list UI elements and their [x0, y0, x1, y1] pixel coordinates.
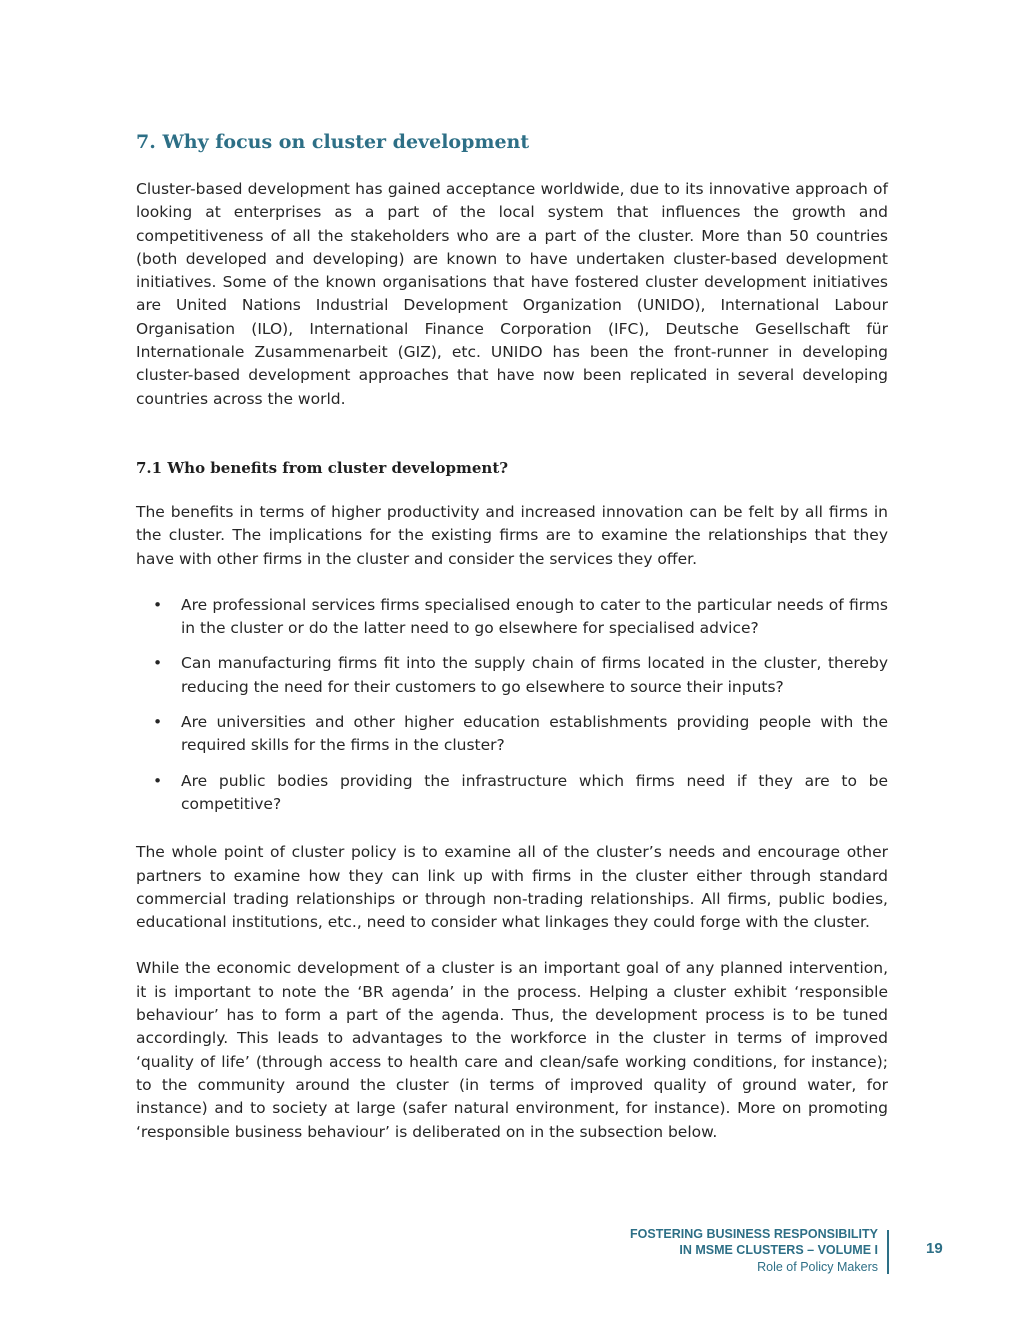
list-item	[136, 594, 888, 641]
bullet-text: Are public bodies providing the infrastructure which firms need if they are to be competitive?	[181, 771, 888, 813]
footer-title-line-1: FOSTERING BUSINESS RESPONSIBILITY	[630, 1227, 878, 1241]
bullet-text: Can manufacturing firms fit into the supply chain of firms located in the cluster, thereby reducing the need for their customers to go elsewhere to source their inputs?	[181, 654, 888, 696]
benefits-paragraph: The benefits in terms of higher productivity and increased innovation can be felt by all firms in the cluster. The implications for the existing firms are to examine the relationships that they have with other firms in the cluster and consider the services they offer.	[136, 502, 888, 568]
footer-subtitle: Role of Policy Makers	[757, 1260, 878, 1274]
cluster-policy-paragraph: The whole point of cluster policy is to examine all of the cluster’s needs and encourage other partners to examine how they can link up with firms in the cluster either through standard commercial trading relationships or through non-trading relationships. All firms, public bodies, educational institutions, etc., need to consider what linkages they could forge with the cluster.	[136, 843, 888, 932]
bullet-icon: •	[153, 713, 163, 732]
br-agenda-paragraph: While the economic development of a cluster is an important goal of any planned intervention, it is important to note the ‘BR agenda’ in the process. Helping a cluster exhibit ‘responsible behaviour’ has to form a part of the agenda. Thus, the development process is to be tuned accordingly. This leads to advantages to the workforce in the cluster in terms of improved ‘quality of life’ (through access to health care and clean/safe working conditions, for instance); to the community around the cluster (in terms of improved quality of ground water, for instance) and to society at large (safer natural environment, for instance). More on promoting ‘responsible business behaviour’ is deliberated on in the subsection below.	[136, 959, 888, 1141]
bullet-icon: •	[153, 654, 163, 673]
running-footer	[630, 1226, 878, 1276]
subsection-heading: 7.1 Who benefits from cluster development?	[136, 458, 509, 477]
bullet-list	[136, 594, 888, 816]
section-heading: 7. Why focus on cluster development	[136, 131, 530, 153]
spacer	[136, 934, 888, 957]
bullet-text: Are universities and other higher education establishments providing people with the required skills for the firms in the cluster?	[181, 713, 888, 755]
list-item	[136, 652, 888, 699]
spacer	[136, 571, 888, 594]
list-item	[136, 770, 888, 817]
bullet-icon: •	[153, 771, 163, 790]
intro-paragraph: Cluster-based development has gained acceptance worldwide, due to its innovative approach of looking at enterprises as a part of the local system that influences the growth and competitiveness of all the stakeholders who are a part of the cluster. More than 50 countries (both developed and developing) are known to have undertaken cluster-based development initiatives. Some of the known organisations that have fostered cluster development initiatives are United Nations Industrial Development Organization (UNIDO), International Labour Organisation (ILO), International Finance Corporation (IFC), Deutsche Gesellschaft für Internationale Zusammenarbeit (GIZ), etc. UNIDO has been the front-runner in developing cluster-based development approaches that have now been replicated in several developing countries across the world.	[136, 180, 888, 408]
page-number: 19	[926, 1240, 943, 1257]
page-content	[136, 128, 888, 1144]
bullet-text: Are professional services firms specialised enough to cater to the particular needs of firms in the cluster or do the latter need to go elsewhere for specialised advice?	[181, 595, 888, 638]
bullet-icon: •	[153, 595, 163, 614]
footer-divider	[887, 1230, 889, 1274]
footer-title-line-2: IN MSME CLUSTERS – VOLUME I	[679, 1243, 878, 1257]
list-item	[136, 711, 888, 758]
spacer	[136, 828, 888, 841]
